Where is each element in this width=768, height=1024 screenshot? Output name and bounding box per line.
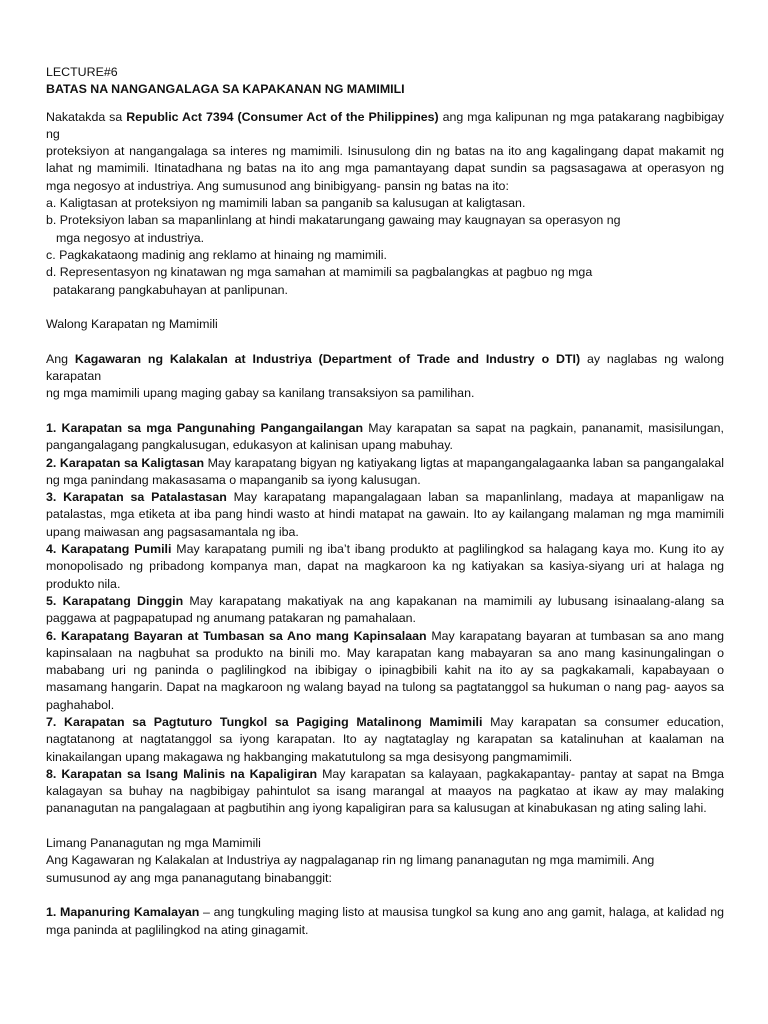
republic-act-reference: Republic Act 7394 (Consumer Act of the Philippines) — [126, 109, 439, 124]
intro-text: Nakatakda sa — [46, 109, 127, 124]
intro-text: ang mga kalipunan ng mga patakarang nagbibigay ng — [46, 109, 724, 141]
right-line: pananagutan na pangalagaan at pagbutihin ang iyong kapaligiran para sa kalusugan at kinabukasan ng ating saling lahi. — [46, 801, 707, 816]
document-title-text: BATAS NA NANGANGALAGA SA KAPAKANAN NG MAMIMILI — [46, 82, 405, 97]
dti-text: ay naglabas ng walong karapatan — [46, 351, 724, 384]
right-line: patalastas, mga etiketa at iba pang hindi wasto at hindi matapat na gawain. Ito ay kailangang malaman ng mga mamimili — [46, 507, 724, 522]
right-line: produkto nila. — [46, 576, 121, 591]
list-item-b-continued: mga negosyo at industriya. — [56, 230, 205, 245]
right-line — [46, 628, 724, 645]
responsibility-item-1 — [46, 904, 724, 939]
intro-paragraph — [46, 109, 724, 299]
right-item-3 — [46, 489, 724, 541]
right-text: May karapatang bigyan ng katiyakang ligtas at mapangangalagaanka laban sa pangangalakal — [204, 455, 724, 470]
right-text: May karapatang pumili ng iba’t ibang produkto at paglilingkod sa halagang kaya mo. Kung ito ay — [171, 542, 724, 557]
intro-line — [46, 109, 724, 144]
resp-intro-line: sumusunod ay ang mga pananagutang binabanggit: — [46, 870, 332, 885]
right-line: ng mga panindang makasasama o mapanganib sa iyong kalusugan. — [46, 472, 421, 487]
right-line — [46, 489, 724, 506]
lecture-document — [46, 64, 724, 939]
responsibility-line — [46, 904, 724, 921]
dti-line: ng mga mamimili upang maging gabay sa kanilang transaksiyon sa pamilihan. — [46, 386, 475, 401]
right-line — [46, 541, 724, 558]
right-title: 4. Karapatang Pumili — [46, 542, 172, 557]
right-title: 5. Karapatang Dinggin — [46, 593, 184, 608]
right-text: May karapatang makatiyak na ang kapakanan na mamimili ay lubusang isinaalang-alang sa — [183, 593, 724, 608]
list-item-a: a. Kaligtasan at proteksiyon ng mamimili laban sa panganib sa kalusugan at kaligtasan. — [46, 196, 526, 211]
right-title: 1. Karapatan sa mga Pangunahing Pangangailangan — [46, 420, 364, 435]
dti-line — [46, 351, 724, 386]
responsibility-text: – ang tungkuling maging listo at mausisa tungkol sa kung ano ang gamit, halaga, at kalidad ng — [199, 905, 724, 920]
responsibility-title: 1. Mapanuring Kamalayan — [46, 905, 200, 920]
right-item-7 — [46, 714, 724, 766]
right-line: paggawa at pagpapatupad ng anumang patakaran ng pamahalaan. — [46, 611, 416, 626]
right-text: May karapatang bayaran at tumbasan sa ano mang — [426, 628, 724, 643]
right-line: kalagayan sa buhay na nagbibigay pahintulot sa isang marangal at maayos na pagkatao at ikaw ay may malaking — [46, 784, 724, 799]
right-line: masamang hangarin. Dapat na magkaroon ng walang bayad na tulong sa pagtatanggol sa hukuman o nang pag- aayos sa — [46, 680, 724, 695]
right-line — [46, 714, 724, 731]
right-item-1 — [46, 420, 724, 455]
lecture-number: LECTURE#6 — [46, 65, 118, 79]
intro-line: proteksiyon at nangangalaga sa interes ng mamimili. Isinusulong din ng batas na ito ang kagalingang dapat makamit ng — [46, 144, 724, 159]
dti-reference: Kagawaran ng Kalakalan at Industriya (Department of Trade and Industry o DTI) — [74, 351, 581, 366]
right-line — [46, 420, 724, 437]
right-line — [46, 766, 724, 783]
right-title: 7. Karapatan sa Pagtuturo Tungkol sa Pagiging Matalinong Mamimili — [46, 714, 483, 729]
right-line — [46, 455, 724, 472]
right-title: 8. Karapatan sa Isang Malinis na Kapaligiran — [46, 766, 318, 781]
responsibilities-heading: Limang Pananagutan ng mga Mamimili — [46, 836, 261, 851]
document-title — [46, 81, 724, 98]
right-line: nagtatanong at nagtatanggol sa iyong karapatan. Ito ay nagtataglay ng karapatan sa katalinuhan at kaalaman na — [46, 732, 724, 747]
resp-intro-line: Ang Kagawaran ng Kalakalan at Industriya ay nagpalaganap rin ng limang pananagutan ng mga mamimili. Ang — [46, 853, 655, 868]
intro-line: lahat ng mamimili. Itinatadhana ng batas na ito ang mga pamantayang dapat sundin sa pagsasagawa at operasyon ng — [46, 161, 724, 176]
right-item-4 — [46, 541, 724, 593]
right-text: May karapatan sa kalayaan, pagkakapantay- pantay at sapat na Bmga — [317, 766, 724, 781]
right-item-5 — [46, 593, 724, 628]
list-item-d: d. Representasyon ng kinatawan ng mga samahan at mamimili sa pagbalangkas at pagbuo ng mga — [46, 265, 593, 280]
right-item-8 — [46, 766, 724, 818]
right-item-2 — [46, 455, 724, 490]
right-item-6 — [46, 628, 724, 714]
right-text: May karapatan sa consumer education, — [482, 714, 724, 729]
right-line: kapinsalaan na nagbuhat sa produkto na binili mo. May karapatan kang mabayaran sa ano mang kasinungalingan o — [46, 645, 724, 660]
right-title: 6. Karapatang Bayaran at Tumbasan sa Ano mang Kapinsalaan — [46, 628, 427, 643]
right-line: kinakailangan upang makagawa ng hakbanging makatutulong sa mga desisyong pangmamimili. — [46, 749, 573, 764]
right-line: mababang uri ng paninda o paglilingkod na ibibigay o ipinagbibili kahit na ito ay sa pagkakamali, kapabayaan o — [46, 663, 724, 678]
intro-line: mga negosyo at industriya. Ang sumusunod ang binibigyang- pansin ng batas na ito: — [46, 178, 509, 193]
dti-paragraph — [46, 351, 724, 403]
responsibility-line: mga paninda at paglilingkod na ating ginagamit. — [46, 922, 309, 937]
list-item-d-continued: patakarang pangkabuhayan at panlipunan. — [53, 282, 288, 297]
rights-list — [46, 420, 724, 818]
responsibilities-intro — [46, 852, 724, 887]
rights-heading: Walong Karapatan ng Mamimili — [46, 317, 218, 332]
right-title: 2. Karapatan sa Kaligtasan — [46, 455, 205, 470]
list-item-c: c. Pagkakataong madinig ang reklamo at hinaing ng mamimili. — [46, 247, 387, 262]
right-line: pangangalagang pangkalusugan, edukasyon at kalinisan upang mabuhay. — [46, 438, 453, 453]
right-line — [46, 593, 724, 610]
right-line: upang maiwasan ang pagsasamantala ng iba. — [46, 524, 299, 539]
right-line: monopolisado ng pribadong kompanya man, dapat na magkaroon ka ng katiyakan sa kasiya-siyang uri at halaga ng — [46, 559, 724, 574]
right-line: paghahabol. — [46, 697, 115, 712]
right-title: 3. Karapatan sa Patalastasan — [46, 490, 227, 505]
right-text: May karapatang mapangalagaan laban sa mapanlinlang, madaya at mapanligaw na — [226, 490, 724, 505]
right-text: May karapatan sa sapat na pagkain, pananamit, masisilungan, — [363, 420, 724, 435]
list-item-b: b. Proteksiyon laban sa mapanlinlang at hindi makatarungang gawaing may kaugnayan sa operasyon ng — [46, 213, 621, 228]
dti-text: Ang — [46, 351, 75, 366]
